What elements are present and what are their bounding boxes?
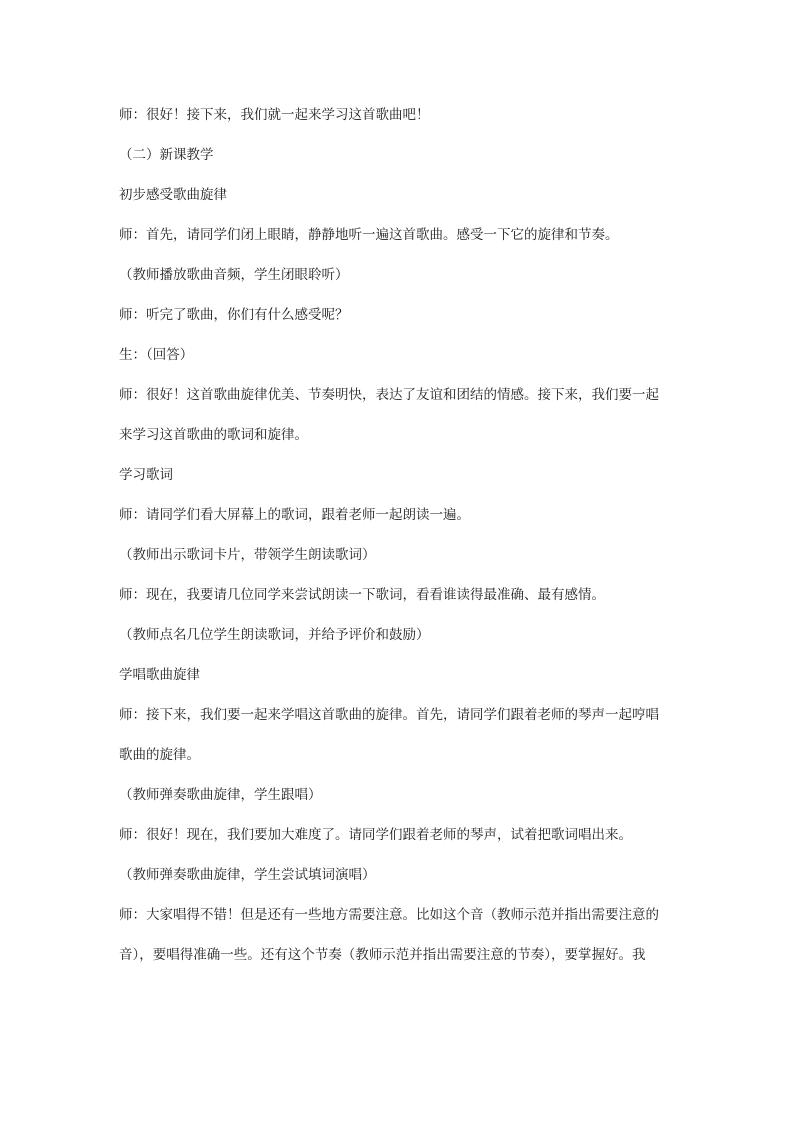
stage-direction: （教师播放歌曲音频，学生闭眼聆听） <box>119 267 349 283</box>
stage-direction: （教师出示歌词卡片，带领学生朗读歌词） <box>119 547 376 563</box>
stage-direction: （教师弹奏歌曲旋律，学生跟唱） <box>119 787 322 803</box>
teacher-line: 师：大家唱得不错！但是还有一些地方需要注意。比如这个音（教师示范并指出需要注意的 <box>119 907 659 923</box>
subsection-heading: 学唱歌曲旋律 <box>119 667 200 683</box>
teacher-line-continued: 音），要唱得准确一些。还有这个节奏（教师示范并指出需要注意的节奏），要掌握好。我 <box>119 947 646 963</box>
document-body <box>119 104 679 966</box>
teacher-line: 师：首先，请同学们闭上眼睛，静静地听一遍这首歌曲。感受一下它的旋律和节奏。 <box>119 227 619 243</box>
teacher-line: 师：接下来，我们要一起来学唱这首歌曲的旋律。首先，请同学们跟着老师的琴声一起哼唱 <box>119 707 659 723</box>
student-line: 生：（回答） <box>119 347 194 363</box>
teacher-line: 师：很好！接下来，我们就一起来学习这首歌曲吧！ <box>119 107 430 123</box>
teacher-line: 师：听完了歌曲，你们有什么感受呢？ <box>119 307 349 323</box>
teacher-line: 师：现在，我要请几位同学来尝试朗读一下歌词，看看谁读得最准确、最有感情。 <box>119 587 605 603</box>
teacher-line: 师：很好！现在，我们要加大难度了。请同学们跟着老师的琴声，试着把歌词唱出来。 <box>119 827 632 843</box>
subsection-heading: 学习歌词 <box>119 467 173 483</box>
stage-direction: （教师点名几位学生朗读歌词，并给予评价和鼓励） <box>119 627 430 643</box>
teacher-line-continued: 歌曲的旋律。 <box>119 747 200 763</box>
teacher-line-continued: 来学习这首歌曲的歌词和旋律。 <box>119 427 308 443</box>
teacher-line: 师：很好！这首歌曲旋律优美、节奏明快，表达了友谊和团结的情感。接下来，我们要一起 <box>119 387 659 403</box>
stage-direction: （教师弹奏歌曲旋律，学生尝试填词演唱） <box>119 867 376 883</box>
section-heading: （二）新课教学 <box>119 147 214 163</box>
teacher-line: 师：请同学们看大屏幕上的歌词，跟着老师一起朗读一遍。 <box>119 507 470 523</box>
subsection-heading: 初步感受歌曲旋律 <box>119 187 227 203</box>
